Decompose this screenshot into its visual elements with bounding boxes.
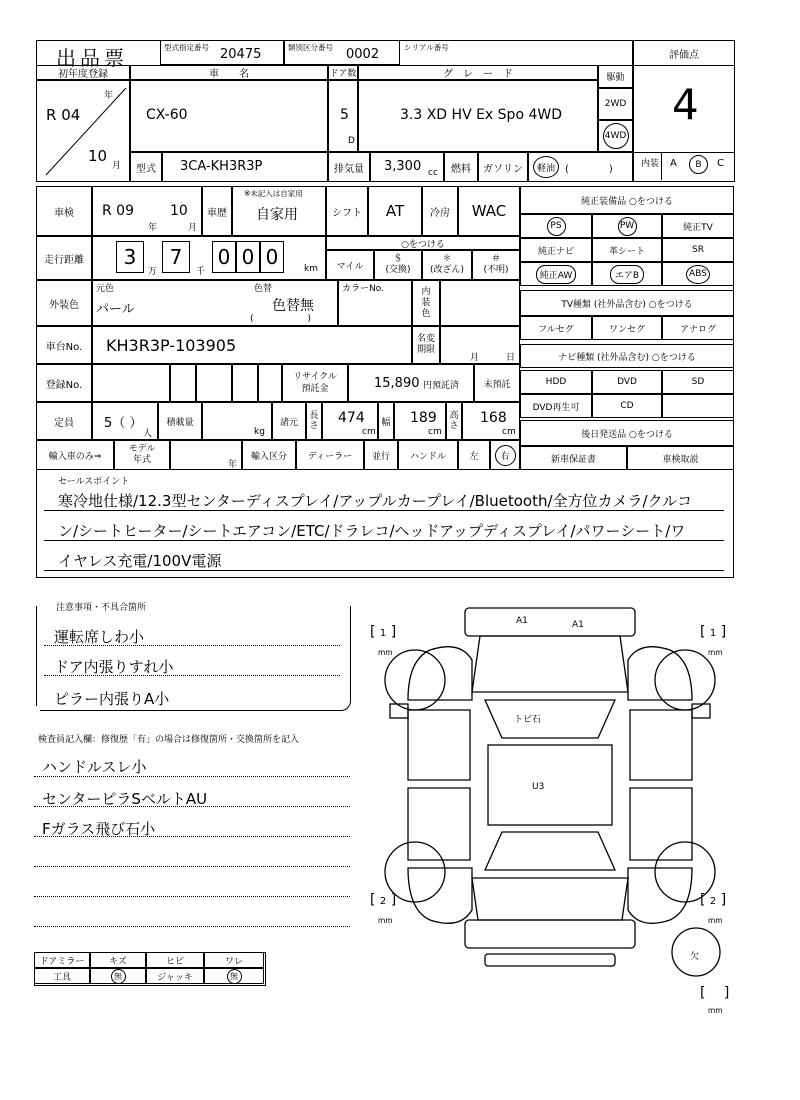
mileage-note: ○をつける — [326, 236, 520, 250]
tv-oneseg: ワンセグ — [592, 316, 662, 340]
int-color-label: 内装色 — [412, 280, 440, 326]
capacity-unit: 人 — [143, 429, 153, 439]
parallel-label: 並行 — [364, 440, 398, 470]
spare-bracket: [ ] — [700, 985, 730, 1001]
inspector-label: 検査員記入欄：修復歴「有」の場合は修復箇所・交換箇所を記入 — [38, 735, 300, 745]
tire-front-right — [655, 650, 715, 710]
inspection-label: 車検 — [36, 186, 92, 236]
chassis-label: 車台No. — [36, 326, 92, 364]
serial-label: シリアル番号 — [404, 43, 449, 52]
mark-a1-right: A1 — [572, 620, 584, 630]
height-unit: cm — [502, 427, 516, 437]
notes-label: 注意事項・不具合箇所 — [56, 603, 147, 613]
dealer-label: ディーラー — [296, 440, 364, 470]
door-value: 5 — [340, 107, 349, 123]
tire-rr-bracket: [ 2 ] — [700, 892, 727, 908]
inspector-line-3: Fガラス飛び石小 — [42, 820, 156, 838]
load-unit: kg — [254, 427, 265, 437]
recycle-label: リサイクル 預託金 — [282, 364, 348, 402]
tire-fl-unit: mm — [378, 648, 393, 657]
rear-bumper — [465, 920, 635, 948]
capacity-value: 5（ ） — [104, 416, 143, 431]
roof — [488, 745, 612, 825]
front-bumper — [465, 608, 635, 636]
repaint-paren: ( ) — [250, 314, 312, 324]
ship-manual: 車検取説 — [627, 446, 734, 470]
month-unit: 月 — [112, 161, 122, 171]
model-label: 型式 — [130, 152, 162, 182]
fuel-gasoline: ガソリン — [478, 152, 528, 182]
left-rear-fender — [408, 868, 472, 923]
break-header: ワレ — [204, 952, 264, 968]
repaint-value: 色替無 — [272, 298, 314, 314]
load-label: 積載量 — [158, 402, 202, 440]
left-front-fender — [408, 647, 472, 700]
name-change-label: 名変期限 — [412, 326, 440, 364]
year-unit: 年 — [104, 91, 114, 101]
mileage-digit-4: 0 — [236, 241, 260, 273]
scratch-header: キズ — [90, 952, 146, 968]
history-note: ※未記入は自家用 — [244, 189, 303, 198]
history-label: 車歴 — [202, 186, 232, 236]
height-label: 高さ — [446, 402, 462, 440]
inspection-year-unit: 年 — [148, 223, 158, 233]
mileage-unit-sen: 千 — [196, 267, 206, 277]
door-label: ドア数 — [328, 65, 358, 80]
sales-line-2: ン/シートヒーター/シートエアコン/ETC/ドラレコ/ヘッドアップディスプレイ/パワーシート/ワ — [58, 522, 686, 540]
length-label: 長さ — [306, 402, 322, 440]
tire-rr-unit: mm — [708, 916, 723, 925]
score-value: 4 — [672, 80, 699, 129]
type-label: 型式指定番号 — [164, 43, 209, 52]
note-line-2: ドア内張りすれ小 — [54, 658, 174, 676]
tools-label: 工具 — [34, 968, 90, 984]
form-title: 出品票 — [56, 46, 128, 70]
inspection-month: 10 — [170, 203, 188, 219]
length-unit: cm — [362, 427, 376, 437]
tv-analog: アナログ — [662, 316, 734, 340]
width-value: 189 — [410, 410, 437, 426]
tv-fullseg: フルセグ — [520, 316, 592, 340]
drive-4wd-circled: 4WD — [603, 123, 629, 149]
disp-label: 排気量 — [328, 152, 370, 182]
length-value: 474 — [338, 410, 365, 426]
model-value: 3CA-KH3R3P — [180, 159, 263, 174]
left-rear-door — [408, 788, 470, 860]
equip-sr: SR — [662, 238, 734, 262]
right-front-door — [630, 710, 692, 780]
mirror-header: ドアミラー — [34, 952, 90, 968]
right-rear-door — [630, 788, 692, 860]
interior-c: C — [717, 158, 724, 169]
windshield — [485, 700, 615, 738]
mileage-unit-man: 万 — [148, 267, 158, 277]
tire-rl-bracket: [ 2 ] — [370, 892, 397, 908]
equip-abs: ABS — [686, 265, 710, 284]
handle-label: ハンドル — [398, 440, 458, 470]
tire-fr-bracket: [ 1 ] — [700, 624, 727, 640]
height-value: 168 — [480, 410, 507, 426]
drive-label: 駆動 — [598, 65, 633, 88]
tire-rl-unit: mm — [378, 916, 393, 925]
exchange-label: ＄ (交換) — [374, 250, 422, 280]
equip-aw: 純正AW — [536, 265, 576, 284]
ac-label: 冷房 — [422, 186, 458, 236]
inspector-line-2: センターピラSベルトAU — [42, 790, 208, 808]
inspector-line-1: ハンドルスレ小 — [42, 758, 147, 776]
orig-color-label: 元色 — [96, 284, 115, 294]
grade-value: 3.3 XD HV Ex Spo 4WD — [400, 107, 562, 123]
sales-line-3: イヤレス充電/100V電源 — [58, 552, 222, 570]
door-sub: D — [348, 136, 355, 146]
first-reg-era: R 04 — [46, 106, 81, 124]
exterior-label: 外装色 — [36, 280, 92, 326]
spare-unit: mm — [708, 1006, 723, 1015]
mark-a1-left: A1 — [516, 616, 528, 626]
name-change-month: 月 — [470, 353, 480, 363]
recycle-unpaid: 未預託 — [474, 364, 520, 402]
tamper-label: ＊ (改ざん) — [422, 250, 472, 280]
ac-value: WAC — [458, 186, 520, 236]
left-front-door — [408, 710, 470, 780]
drive-2wd: 2WD — [598, 88, 633, 120]
nav-dvd: DVD — [592, 370, 662, 394]
shift-label: シフト — [326, 186, 368, 236]
model-year-label: モデル 年式 — [114, 440, 170, 470]
sales-label: セールスポイント — [58, 477, 130, 487]
inspection-month-unit: 月 — [188, 223, 198, 233]
reg-no-label: 登録No. — [36, 364, 92, 402]
disp-unit: cc — [428, 168, 438, 178]
note-line-3: ピラー内張りA小 — [54, 690, 170, 708]
trunk — [472, 878, 628, 920]
car-name-value: CX-60 — [146, 107, 188, 123]
history-value: 自家用 — [256, 207, 298, 223]
mark-chip: トビ石 — [514, 715, 542, 725]
mileage-digit-1: 3 — [116, 241, 144, 273]
import-class-label: 輸入区分 — [242, 440, 296, 470]
sales-line-1: 寒冷地仕様/12.3型センターディスプレイ/アップルカープレイ/Bluetooth/全方位カメラ/クルコ — [58, 492, 693, 510]
equip-leather: 革シート — [592, 238, 662, 262]
recycle-value: 15,890 — [374, 376, 420, 391]
nav-sd: SD — [662, 370, 734, 394]
nav-blank — [662, 394, 734, 418]
equip-navi: 純正ナビ — [520, 238, 592, 262]
tire-front-left — [385, 650, 445, 710]
note-line-1: 運転席しわ小 — [54, 628, 145, 646]
interior-label: 内装 — [640, 159, 659, 169]
repaint-label: 色替 — [254, 284, 273, 294]
grade-label: グ レ ー ド — [358, 65, 598, 80]
capacity-label: 定員 — [36, 402, 92, 440]
mileage-label: 走行距離 — [36, 236, 92, 280]
orig-color-value: パール — [96, 302, 135, 317]
interior-a: A — [670, 158, 677, 169]
fuel-diesel-circled: 軽油 — [533, 156, 559, 178]
hood — [472, 636, 628, 692]
fuel-other: ( ) — [565, 163, 613, 175]
tools-none-circled: 無 — [111, 969, 126, 984]
rear-window — [485, 832, 615, 870]
handle-right-circled: 右 — [495, 445, 516, 466]
dims-label: 諸元 — [272, 402, 306, 440]
equip-airbag: エアB — [610, 265, 644, 284]
chassis-value: KH3R3P-103905 — [106, 336, 237, 355]
rear-plate — [485, 954, 615, 966]
car-name-label: 車 名 — [130, 65, 328, 80]
score-label: 評価点 — [633, 40, 735, 66]
width-label: 幅 — [378, 402, 394, 440]
color-no-label: カラーNo. — [342, 284, 384, 294]
nav-title: ナビ種類 (社外品含む) ○をつける — [520, 344, 734, 368]
ship-title: 後日発送品 ○をつける — [520, 420, 734, 446]
handle-left: 左 — [458, 440, 490, 470]
mileage-digit-2: 7 — [162, 241, 190, 273]
interior-b-circled: B — [689, 155, 708, 174]
width-unit: cm — [428, 427, 442, 437]
nav-hdd: HDD — [520, 370, 592, 394]
equipment-title: 純正装備品 ○をつける — [520, 186, 734, 214]
disp-value: 3,300 — [384, 159, 422, 174]
first-reg-label: 初年度登録 — [36, 65, 130, 80]
mileage-unit-km: km — [304, 264, 318, 274]
crack-header: ヒビ — [146, 952, 204, 968]
mark-u3: U3 — [532, 782, 545, 792]
inspection-era: R 09 — [102, 203, 134, 219]
jack-none-circled: 無 — [227, 969, 242, 984]
nav-dvd-play: DVD再生可 — [520, 394, 592, 418]
mile-label: マイル — [326, 250, 374, 280]
equip-ps: PS — [547, 217, 566, 236]
recycle-deposited: 円預託済 — [423, 381, 460, 391]
first-reg-month: 10 — [88, 147, 108, 165]
mileage-digit-3: 0 — [212, 241, 236, 273]
right-front-fender — [628, 647, 692, 700]
equip-tv: 純正TV — [662, 214, 734, 238]
ship-warranty: 新車保証書 — [520, 446, 627, 470]
tire-fl-bracket: [ 1 ] — [370, 624, 397, 640]
tire-fr-unit: mm — [708, 648, 723, 657]
equip-pw: PW — [618, 217, 637, 236]
mark-missing: 欠 — [690, 952, 700, 962]
nav-cd: CD — [592, 394, 662, 418]
name-change-day: 日 — [506, 353, 516, 363]
tv-title: TV種類 (社外品含む) ○をつける — [520, 290, 734, 316]
class-label: 類別区分番号 — [288, 43, 333, 52]
fuel-label: 燃料 — [444, 152, 478, 182]
unknown-label: ＃ (不明) — [472, 250, 520, 280]
jack-label: ジャッキ — [146, 968, 204, 984]
shift-value: AT — [368, 186, 422, 236]
right-rear-fender — [628, 868, 692, 923]
type-value: 20475 — [220, 47, 262, 62]
model-year-unit: 年 — [228, 460, 238, 470]
import-label: 輸入車のみ⇒ — [36, 440, 114, 470]
mileage-digit-5: 0 — [260, 241, 284, 273]
class-value: 0002 — [346, 47, 380, 62]
